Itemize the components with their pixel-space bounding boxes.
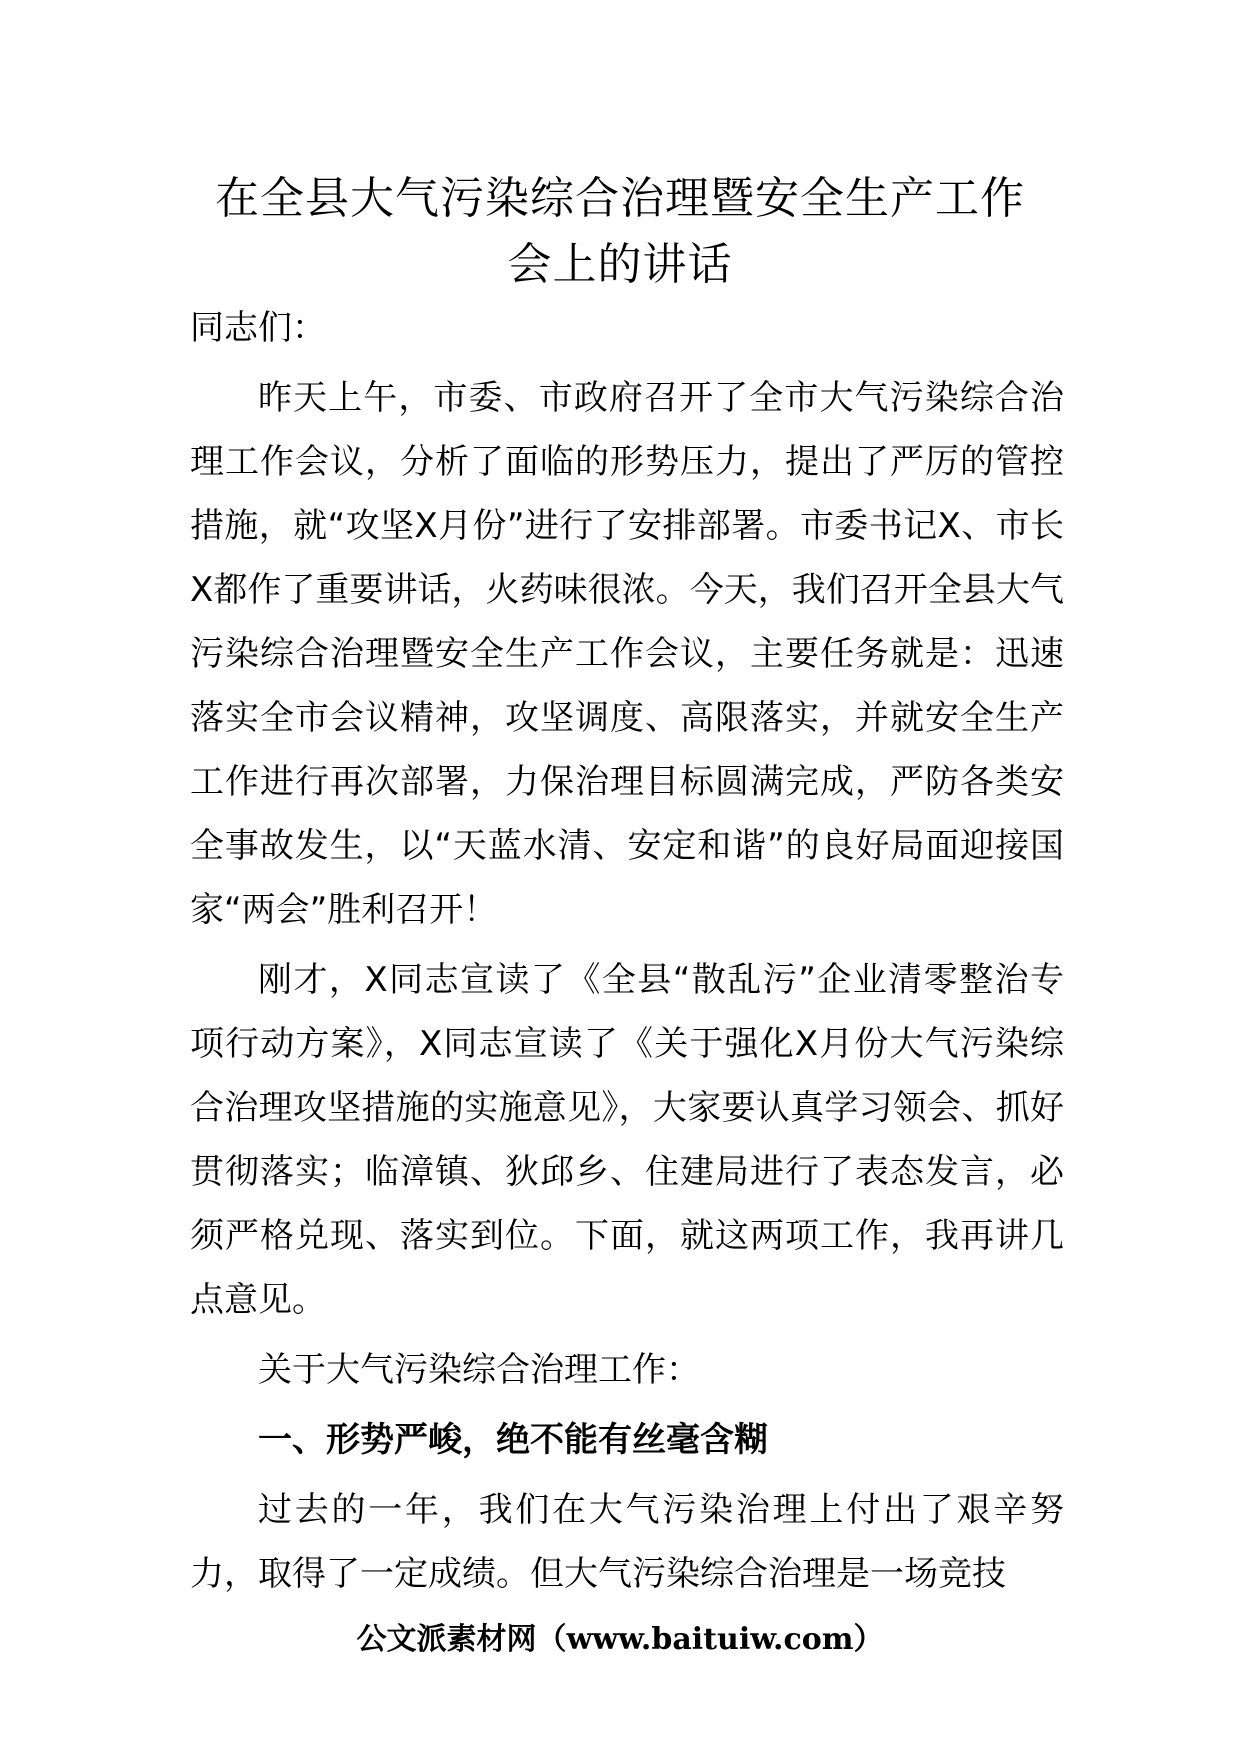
paragraph-1: 昨天上午，市委、市政府召开了全市大气污染综合治理工作会议，分析了面临的形势压力，提出了严厉的管控措施，就“攻坚X月份”进行了安排部署。市委书记X、市长X都作了重要讲话，火药味很浓。今天，我们召开全县大气污染综合治理暨安全生产工作会议，主要任务就是：迅速落实全市会议精神，攻坚调度、高限落实，并就安全生产工作进行再次部署，力保治理目标圆满完成，严防各类安全事故发生，以“天蓝水清、安定和谐”的良好局面迎接国家“两会”胜利召开！ — [190, 378, 1064, 930]
section-intro: 关于大气污染综合治理工作： — [258, 1350, 700, 1390]
title-line-1: 在全县大气污染综合治理暨安全生产工作 — [215, 173, 1025, 224]
footer-watermark: 公文派素材网（www.baituiw.com） — [356, 1622, 884, 1657]
heading-one: 一、形势严峻，绝不能有丝毫含糊 — [258, 1420, 768, 1460]
paragraph-3: 过去的一年，我们在大气污染治理上付出了艰辛努力，取得了一定成绩。但大气污染综合治理是一场竞技 — [190, 1490, 1064, 1594]
salutation: 同志们： — [190, 308, 326, 348]
title-line-2: 会上的讲话 — [507, 239, 733, 290]
document-body — [190, 296, 1064, 1606]
document-title — [190, 166, 1050, 298]
paragraph-2: 刚才，X同志宣读了《全县“散乱污”企业清零整治专项行动方案》，X同志宣读了《关于强化X月份大气污染综合治理攻坚措施的实施意见》，大家要认真学习领会、抓好贯彻落实；临漳镇、狄邱乡、住建局进行了表态发言，必须严格兑现、落实到位。下面，就这两项工作，我再讲几点意见。 — [190, 960, 1064, 1320]
